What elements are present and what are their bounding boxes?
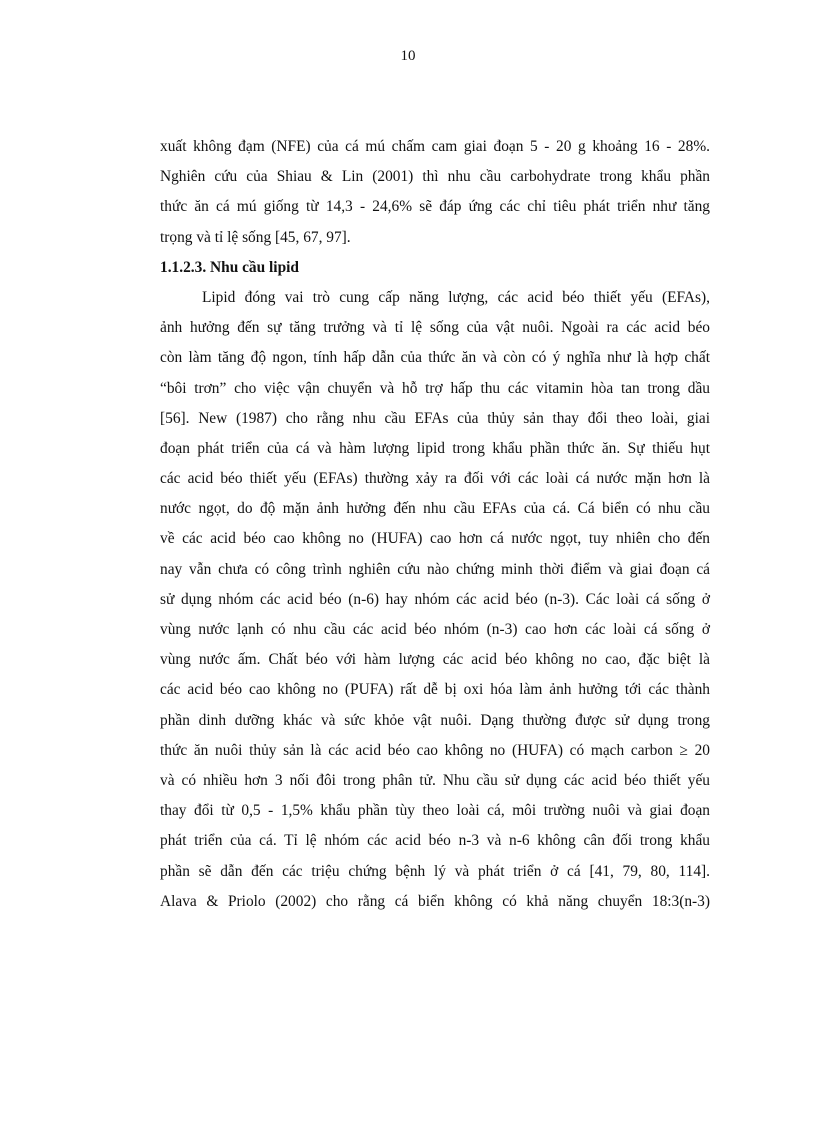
text-line: [56]. New (1987) cho rằng nhu cầu EFAs của thủy sản thay đổi theo loài, giai [160, 409, 710, 427]
text-line: thức ăn cá mú giống từ 14,3 - 24,6% sẽ đáp ứng các chỉ tiêu phát triển như tăng [160, 198, 710, 216]
text-line: các acid béo cao không no (PUFA) rất dễ bị oxi hóa làm ảnh hưởng tới các thành [160, 681, 710, 699]
text-line: xuất không đạm (NFE) của cá mú chấm cam giai đoạn 5 - 20 g khoảng 16 - 28%. [160, 138, 710, 155]
text-line: sử dụng nhóm các acid béo (n-6) hay nhóm các acid béo (n-3). Các loài cá sống ở [160, 590, 710, 608]
section-heading: 1.1.2.3. Nhu cầu lipid [160, 258, 299, 276]
paragraph-carbohydrate [160, 132, 710, 253]
text-line: Nghiên cứu của Shiau & Lin (2001) thì nhu cầu carbohydrate trong khẩu phần [160, 168, 710, 186]
text-line: về các acid béo cao không no (HUFA) cao hơn cá nước ngọt, tuy nhiên cho đến [160, 530, 710, 548]
text-line: ảnh hưởng đến sự tăng trưởng và tỉ lệ sống của vật nuôi. Ngoài ra các acid béo [160, 319, 710, 337]
page-number: 10 [400, 48, 416, 64]
text-line: phần dinh dưỡng khác và sức khỏe vật nuôi. Dạng thường được sử dụng trong [160, 711, 710, 729]
text-line: thức ăn nuôi thủy sản là các acid béo cao không no (HUFA) có mạch carbon ≥ 20 [160, 741, 710, 759]
text-line: Lipid đóng vai trò cung cấp năng lượng, các acid béo thiết yếu (EFAs), [202, 288, 710, 306]
text-line: trọng và tỉ lệ sống [45, 67, 97]. [160, 228, 351, 246]
text-line: và có nhiều hơn 3 nối đôi trong phân tử. Nhu cầu sử dụng các acid béo thiết yếu [160, 771, 710, 789]
text-line: phần sẽ dẫn đến các triệu chứng bệnh lý và phát triển ở cá [41, 79, 80, 114]. [160, 862, 710, 880]
text-line: đoạn phát triển của cá và hàm lượng lipid trong khẩu phần thức ăn. Sự thiếu hụt [160, 439, 710, 457]
text-line: vùng nước ấm. Chất béo với hàm lượng các acid béo không no cao, đặc biệt là [160, 651, 710, 669]
text-line: nước ngọt, do độ mặn ảnh hưởng đến nhu cầu EFAs của cá. Cá biển có nhu cầu [160, 500, 710, 518]
text-line: còn làm tăng độ ngon, tính hấp dẫn của thức ăn và còn có ý nghĩa như là hợp chất [160, 349, 710, 367]
paragraph-lipid [160, 283, 710, 917]
text-line: phát triển của cá. Tỉ lệ nhóm các acid béo n-3 và n-6 không cân đối trong khẩu [160, 832, 710, 850]
text-line: các acid béo thiết yếu (EFAs) thường xảy ra đối với các loài cá nước mặn hơn là [160, 470, 710, 488]
text-line: thay đổi từ 0,5 - 1,5% khẩu phần tùy theo loài cá, môi trường nuôi và giai đoạn [160, 802, 710, 820]
text-line: “bôi trơn” cho việc vận chuyển và hỗ trợ hấp thu các vitamin hòa tan trong dầu [160, 379, 710, 397]
text-line: vùng nước lạnh có nhu cầu các acid béo nhóm (n-3) cao hơn các loài cá sống ở [160, 621, 710, 638]
text-line: nay vẫn chưa có công trình nghiên cứu nào chứng minh thời điểm và giai đoạn cá [160, 560, 710, 578]
page-body [160, 132, 710, 917]
text-line: Alava & Priolo (2002) cho rằng cá biển không có khả năng chuyển 18:3(n-3) [160, 892, 710, 910]
